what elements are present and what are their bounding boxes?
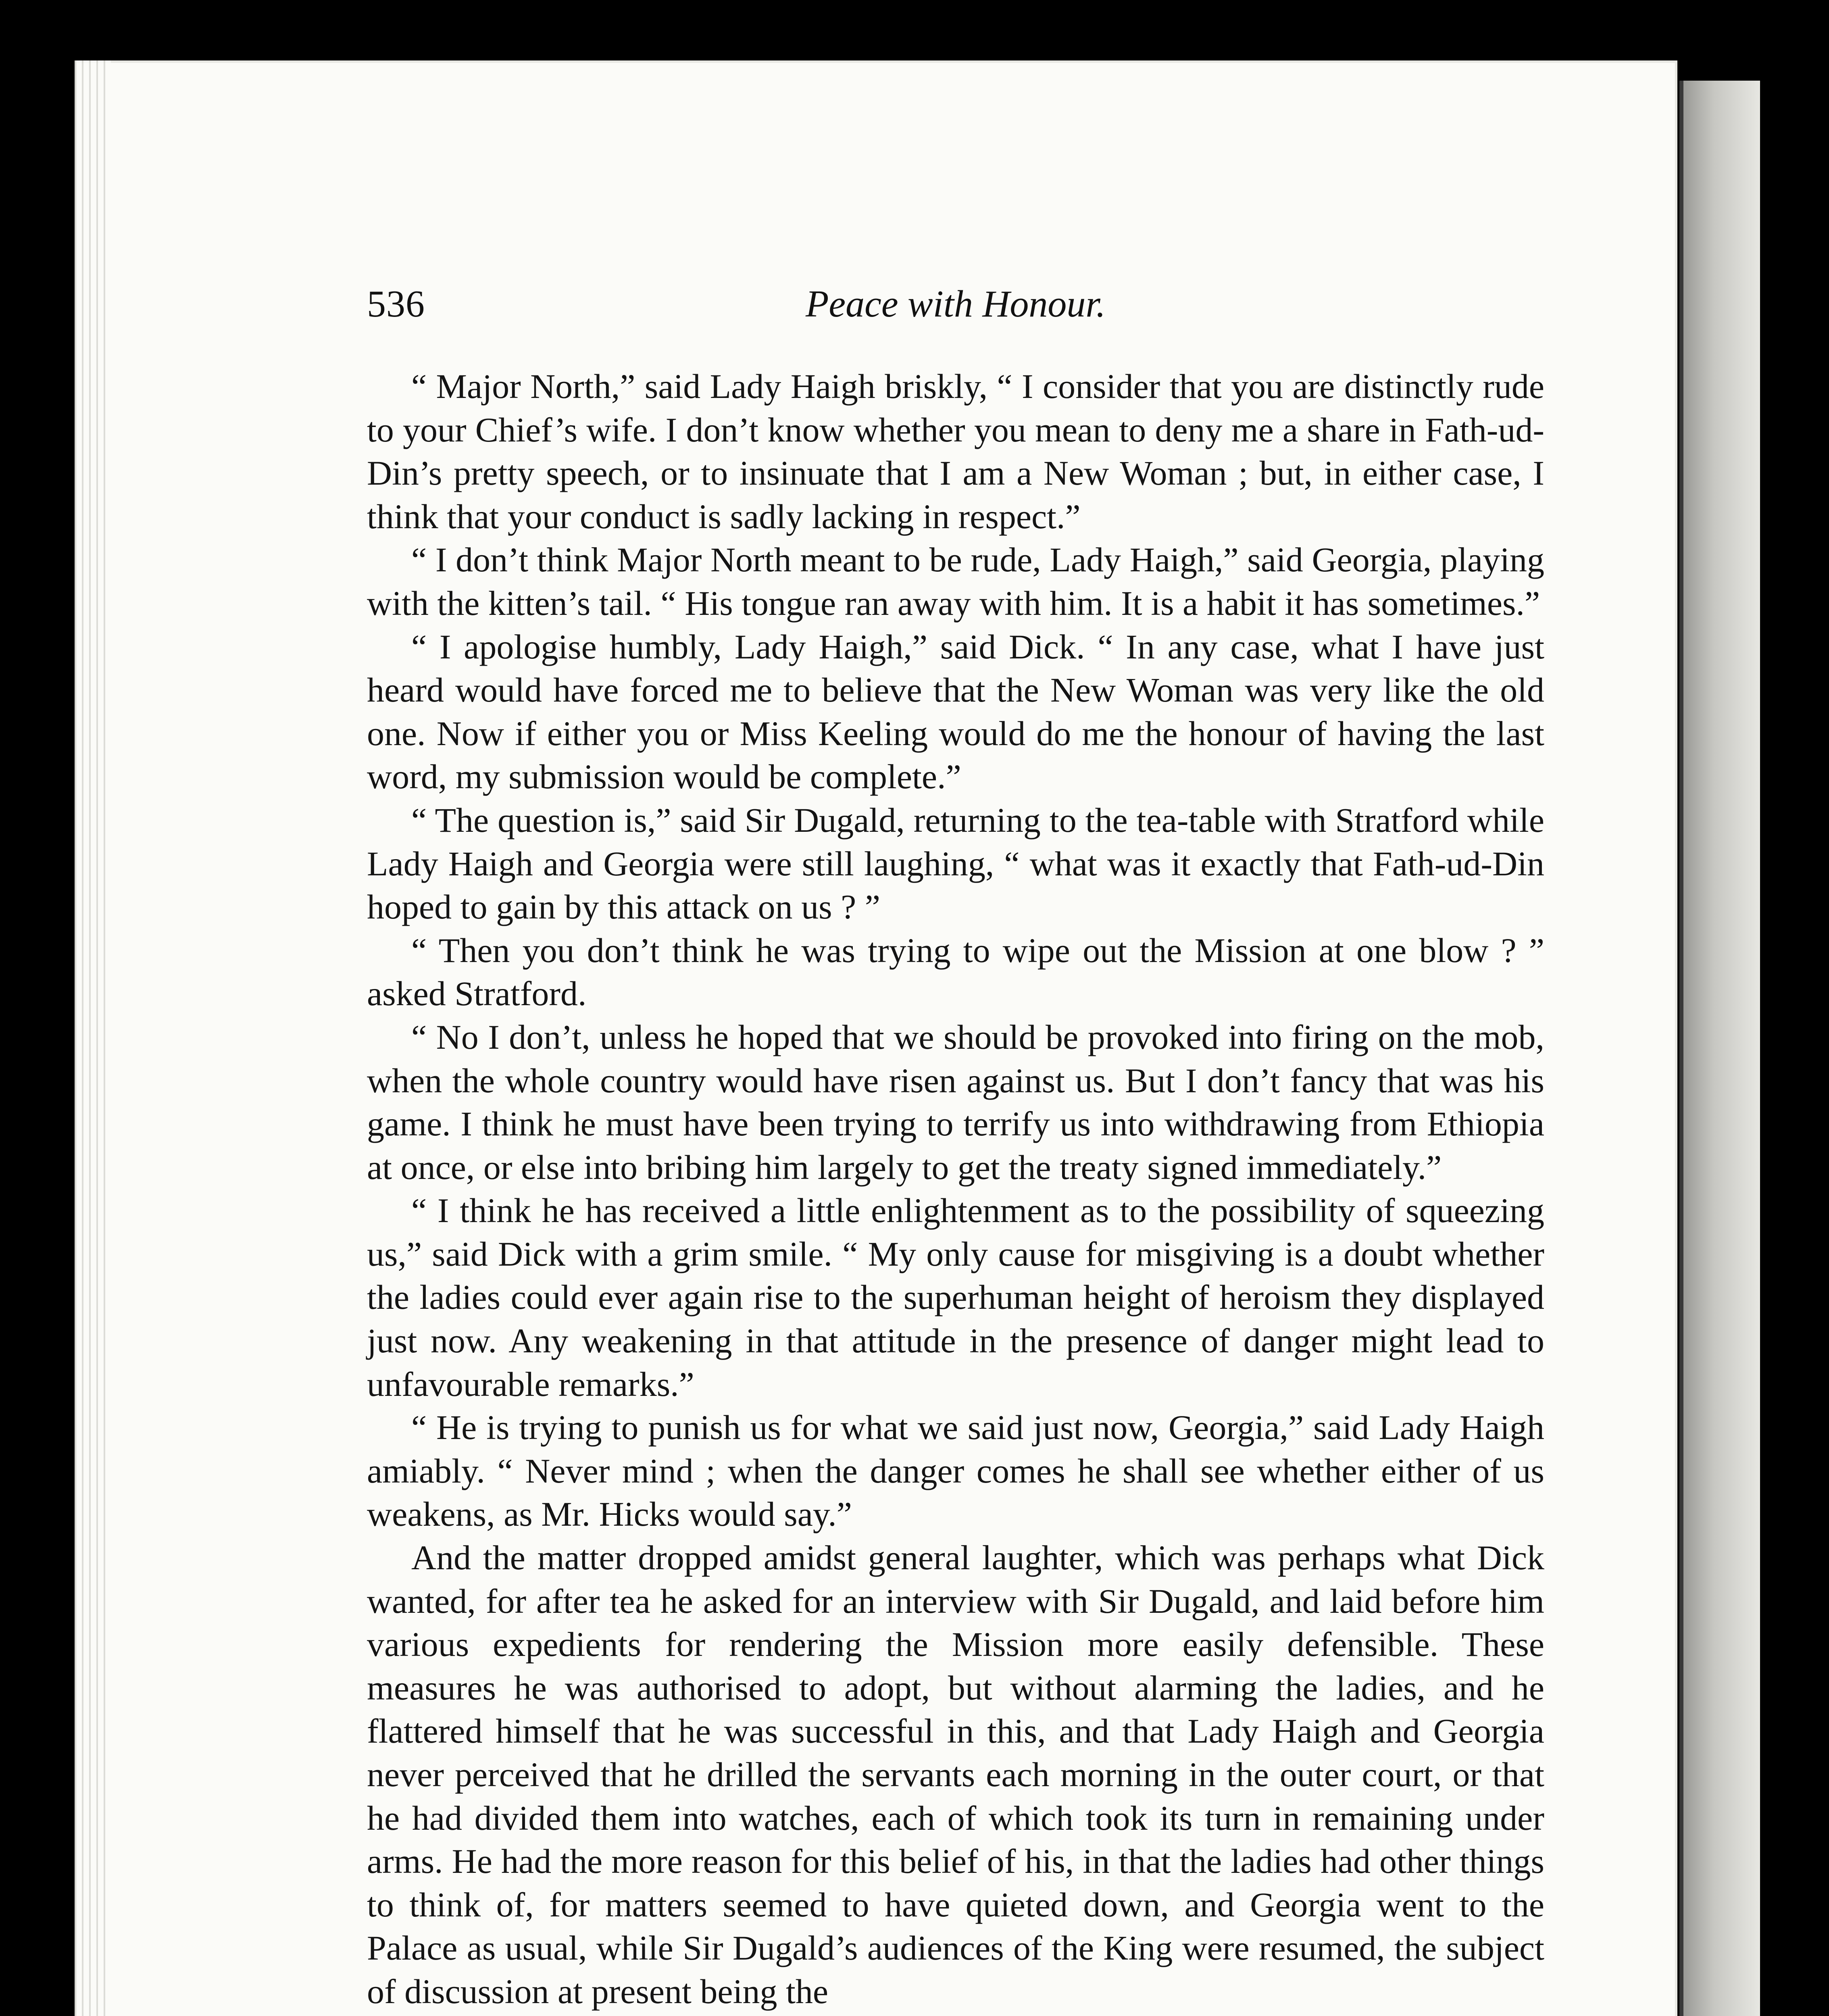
paragraph: “ No I don’t, unless he hoped that we should be provoked into firing on the mob, when the whole country would have risen against us. But I don’t fancy that was his game. I think he must have been trying to terrify us into withdrawing from Ethiopia at once, or else into bribing him largely to get the treaty signed immediately.” <box>367 1017 1544 1187</box>
paragraph: “ I apologise humbly, Lady Haigh,” said Dick. “ In any case, what I have just heard would have forced me to believe that the New Woman was very like the old one. Now if either you or Miss Keeling would do me the honour of having the last word, my submission would be complete.” <box>367 627 1544 796</box>
paragraph: “ He is trying to punish us for what we said just now, Georgia,” said Lady Haigh amiably. “ Never mind ; when the danger comes he shall see whether either of us weakens, as Mr. Hicks would say.” <box>367 1408 1544 1534</box>
paragraph: “ Then you don’t think he was trying to wipe out the Mission at one blow ? ” asked Stratford. <box>367 931 1544 1013</box>
page-number: 536 <box>367 283 425 325</box>
paragraph: “ Major North,” said Lady Haigh briskly, “ I consider that you are distinctly rude to your Chief’s wife. I don’t know whether you mean to deny me a share in Fath-ud-Din’s pretty speech, or to insinuate that I am a New Woman ; but, in either case, I think that your conduct is sadly lacking in respect.” <box>367 367 1544 536</box>
paragraph: “ The question is,” said Sir Dugald, returning to the tea-table with Stratford while Lady Haigh and Georgia were still laughing, “ what was it exactly that Fath-ud-Din hoped to gain by this attack on us ? ” <box>367 800 1544 927</box>
running-head <box>367 282 1544 359</box>
paragraph: “ I think he has received a little enlightenment as to the possibility of squeezing us,” said Dick with a grim smile. “ My only cause for misgiving is a doubt whether the ladies could ever again rise to the superhuman height of heroism they displayed just now. Any weakening in that attitude in the presence of danger might lead to unfavourable remarks.” <box>367 1191 1544 1404</box>
binding-gutter <box>75 60 111 2016</box>
body-text <box>367 365 1544 2014</box>
paragraph: And the matter dropped amidst general laughter, which was perhaps what Dick wanted, for after tea he asked for an interview with Sir Dugald, and laid before him various expedients for rendering the Mission more easily defensible. These measures he was authorised to adopt, but without alarming the ladies, and he flattered himself that he was successful in this, and that Lady Haigh and Georgia never perceived that he drilled the servants each morning in the outer court, or that he had divided them into watches, each of which took its turn in remaining under arms. He had the more reason for this belief of his, in that the ladies had other things to think of, for matters seemed to have quieted down, and Georgia went to the Palace as usual, while Sir Dugald’s audiences of the King were resumed, the subject of discussion at present being the <box>367 1538 1544 2011</box>
page-stack-edge <box>1679 81 1760 2016</box>
running-title: Peace with Honour. <box>805 283 1106 325</box>
paragraph: “ I don’t think Major North meant to be rude, Lady Haigh,” said Georgia, playing with the kitten’s tail. “ His tongue ran away with him. It is a habit it has sometimes.” <box>367 540 1544 623</box>
